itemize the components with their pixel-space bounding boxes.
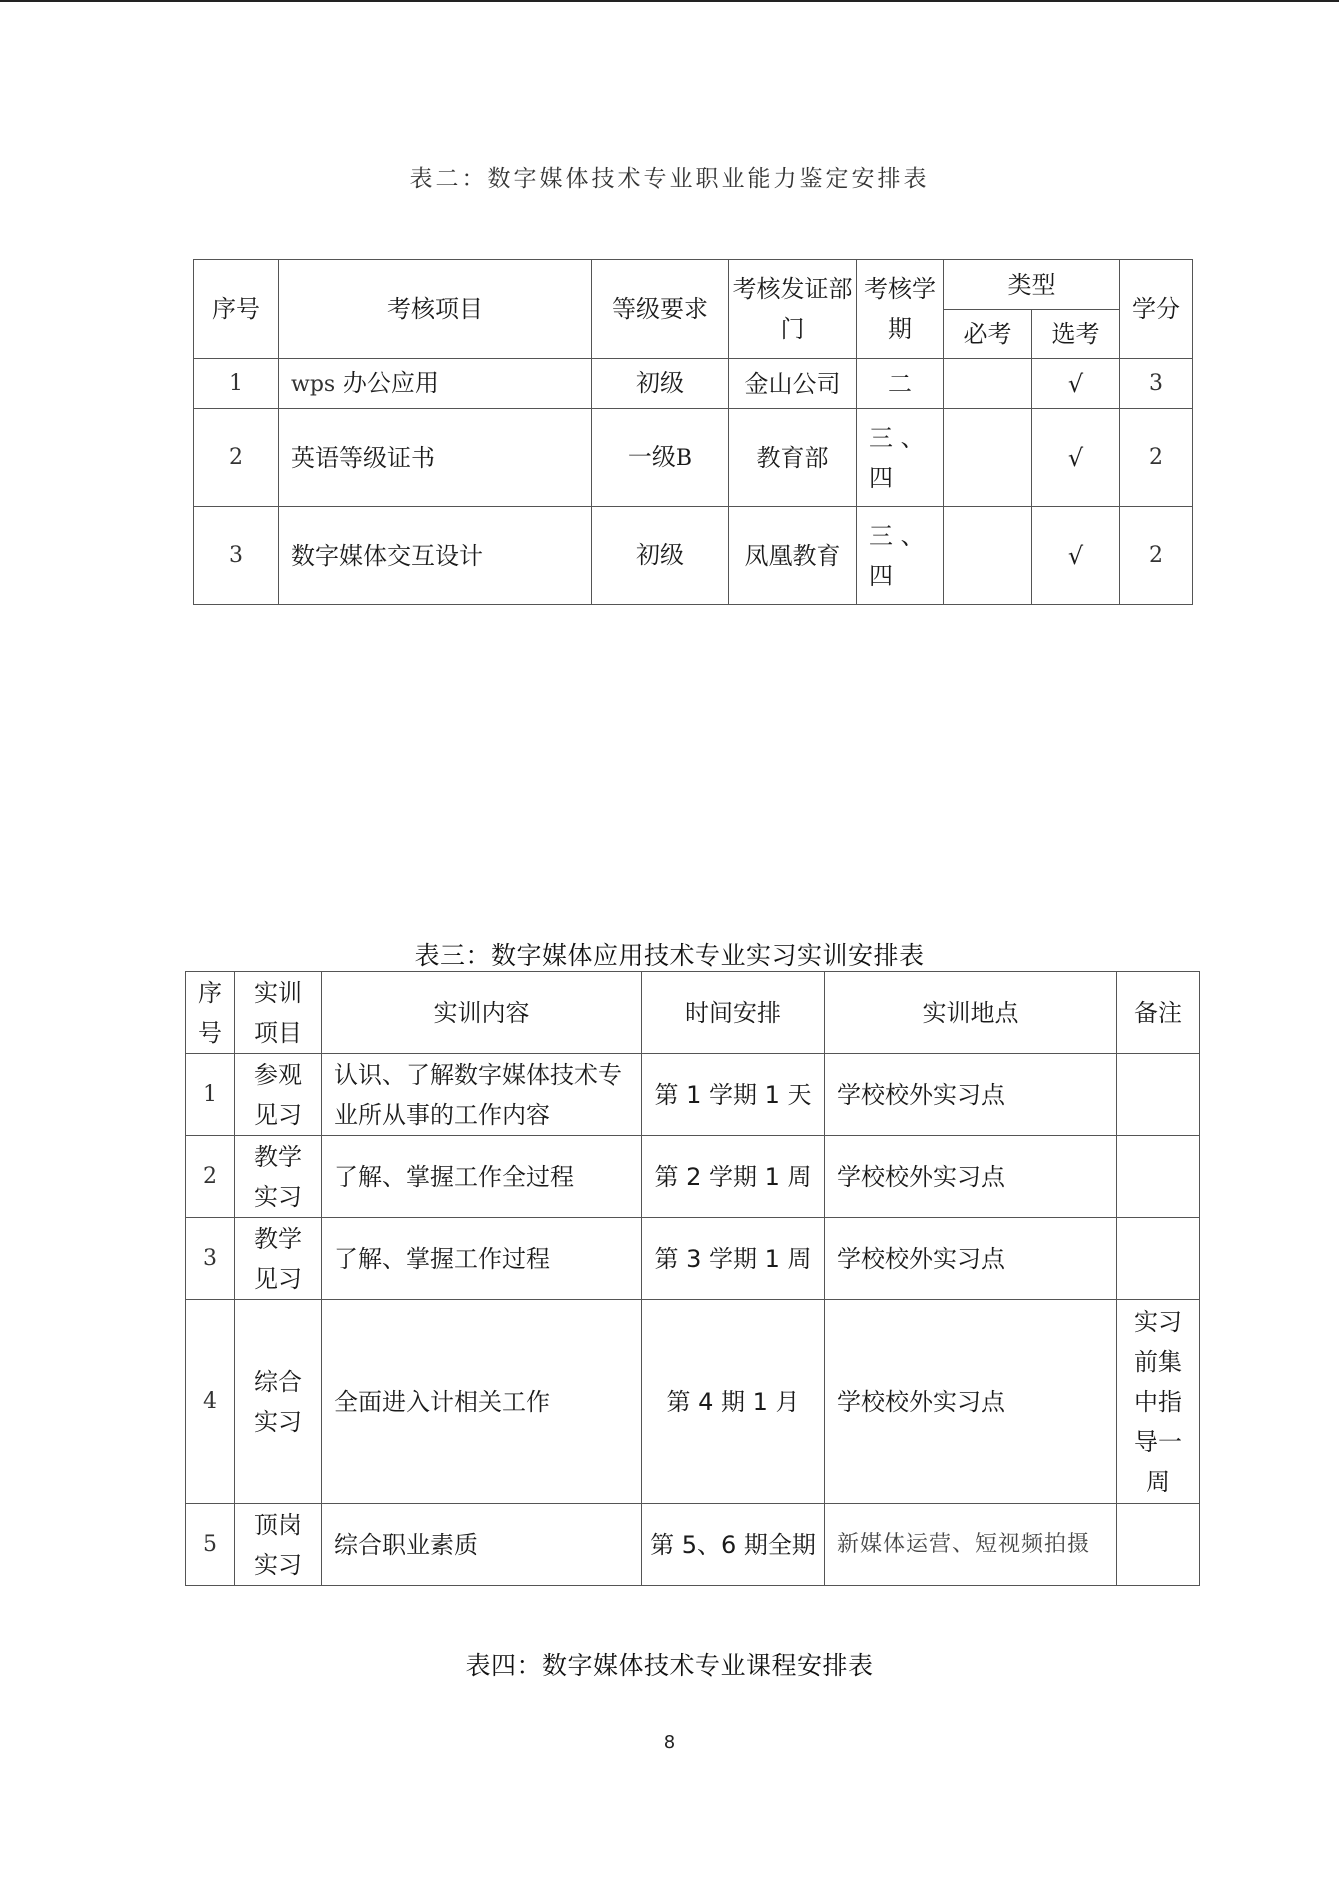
header-term: 考核学期 xyxy=(857,260,944,359)
cell-item: 英语等级证书 xyxy=(279,409,592,507)
cell-seq: 1 xyxy=(186,1054,235,1136)
cell-level-suffix: B xyxy=(675,445,693,471)
cell-elective: √ xyxy=(1032,409,1120,507)
table-row xyxy=(186,1054,1200,1136)
table2-caption: 表二：数字媒体技术专业职业能力鉴定安排表 xyxy=(409,166,930,192)
header-elective: 选考 xyxy=(1032,310,1120,359)
cell-level-text: 初级 xyxy=(636,368,684,397)
certification-table xyxy=(193,259,1193,605)
cell-elective: √ xyxy=(1032,359,1120,409)
cell-location: 学校校外实习点 xyxy=(825,1300,1117,1504)
page-number: 8 xyxy=(663,1732,676,1753)
header-content: 实训内容 xyxy=(322,972,642,1054)
cell-credit: 2 xyxy=(1120,409,1193,507)
cell-project: 参观见习 xyxy=(235,1054,322,1136)
table-row xyxy=(194,359,1193,409)
cell-elective: √ xyxy=(1032,507,1120,605)
header-required: 必考 xyxy=(944,310,1032,359)
cell-term: 三 、四 xyxy=(857,409,944,507)
cell-item-text: 办公应用 xyxy=(342,368,439,397)
cell-item xyxy=(279,359,592,409)
cell-remark xyxy=(1117,1218,1200,1300)
table3-caption: 表三：数字媒体应用技术专业实习实训安排表 xyxy=(414,941,925,970)
cell-required xyxy=(944,507,1032,605)
header-dept: 考核发证部门 xyxy=(729,260,857,359)
table4-caption: 表四：数字媒体技术专业课程安排表 xyxy=(465,1651,874,1680)
header-type: 类型 xyxy=(944,260,1120,310)
cell-seq: 1 xyxy=(194,359,279,409)
cell-seq: 3 xyxy=(194,507,279,605)
cell-schedule: 第 2 学期 1 周 xyxy=(642,1136,825,1218)
cell-term: 三 、四 xyxy=(857,507,944,605)
header-credit: 学分 xyxy=(1120,260,1193,359)
cell-seq: 2 xyxy=(194,409,279,507)
cell-schedule: 第 3 学期 1 周 xyxy=(642,1218,825,1300)
cell-content: 全面进入计相关工作 xyxy=(322,1300,642,1504)
cell-project: 顶岗实习 xyxy=(235,1504,322,1586)
cell-level xyxy=(592,409,729,507)
cell-seq: 3 xyxy=(186,1218,235,1300)
header-level: 等级要求 xyxy=(592,260,729,359)
cell-content: 了解、掌握工作过程 xyxy=(322,1218,642,1300)
cell-schedule: 第 4 期 1 月 xyxy=(642,1300,825,1504)
cell-location: 新媒体运营、短视频拍摄 xyxy=(825,1504,1117,1586)
cell-remark xyxy=(1117,1504,1200,1586)
cell-dept: 教育部 xyxy=(729,409,857,507)
cell-level xyxy=(592,507,729,605)
cell-location: 学校校外实习点 xyxy=(825,1136,1117,1218)
cell-level xyxy=(592,359,729,409)
header-project: 实训项目 xyxy=(235,972,322,1054)
cell-content: 认识、了解数字媒体技术专业所从事的工作内容 xyxy=(322,1054,642,1136)
cell-required xyxy=(944,359,1032,409)
header-item: 考核项目 xyxy=(279,260,592,359)
cell-content: 综合职业素质 xyxy=(322,1504,642,1586)
header-seq: 序号 xyxy=(186,972,235,1054)
cell-term: 二 xyxy=(857,359,944,409)
cell-content: 了解、掌握工作全过程 xyxy=(322,1136,642,1218)
cell-item: 数字媒体交互设计 xyxy=(279,507,592,605)
cell-dept: 金山公司 xyxy=(729,359,857,409)
table-row xyxy=(186,1300,1200,1504)
cell-seq: 4 xyxy=(186,1300,235,1504)
table-row xyxy=(186,1136,1200,1218)
cell-required xyxy=(944,409,1032,507)
page-top-border xyxy=(0,0,1339,2)
table-row xyxy=(194,507,1193,605)
table-row xyxy=(194,409,1193,507)
internship-table xyxy=(185,971,1200,1586)
header-schedule: 时间安排 xyxy=(642,972,825,1054)
header-remark: 备注 xyxy=(1117,972,1200,1054)
cell-level-text: 初级 xyxy=(636,540,684,569)
cell-schedule: 第 1 学期 1 天 xyxy=(642,1054,825,1136)
cell-item-prefix: wps xyxy=(291,371,336,397)
cell-location: 学校校外实习点 xyxy=(825,1054,1117,1136)
header-seq: 序号 xyxy=(194,260,279,359)
cell-seq: 5 xyxy=(186,1504,235,1586)
cell-level-text: 一级 xyxy=(627,442,676,471)
cell-credit: 2 xyxy=(1120,507,1193,605)
cell-remark xyxy=(1117,1054,1200,1136)
table-row xyxy=(186,1218,1200,1300)
cell-seq: 2 xyxy=(186,1136,235,1218)
cell-project: 教学见习 xyxy=(235,1218,322,1300)
cell-credit: 3 xyxy=(1120,359,1193,409)
cell-project: 教学实习 xyxy=(235,1136,322,1218)
cell-location: 学校校外实习点 xyxy=(825,1218,1117,1300)
cell-remark xyxy=(1117,1136,1200,1218)
cell-dept: 凤凰教育 xyxy=(729,507,857,605)
cell-project: 综合实习 xyxy=(235,1300,322,1504)
table-row xyxy=(186,1504,1200,1586)
cell-remark: 实习前集中指导一周 xyxy=(1117,1300,1200,1504)
cell-schedule: 第 5、6 期全期 xyxy=(642,1504,825,1586)
header-location: 实训地点 xyxy=(825,972,1117,1054)
